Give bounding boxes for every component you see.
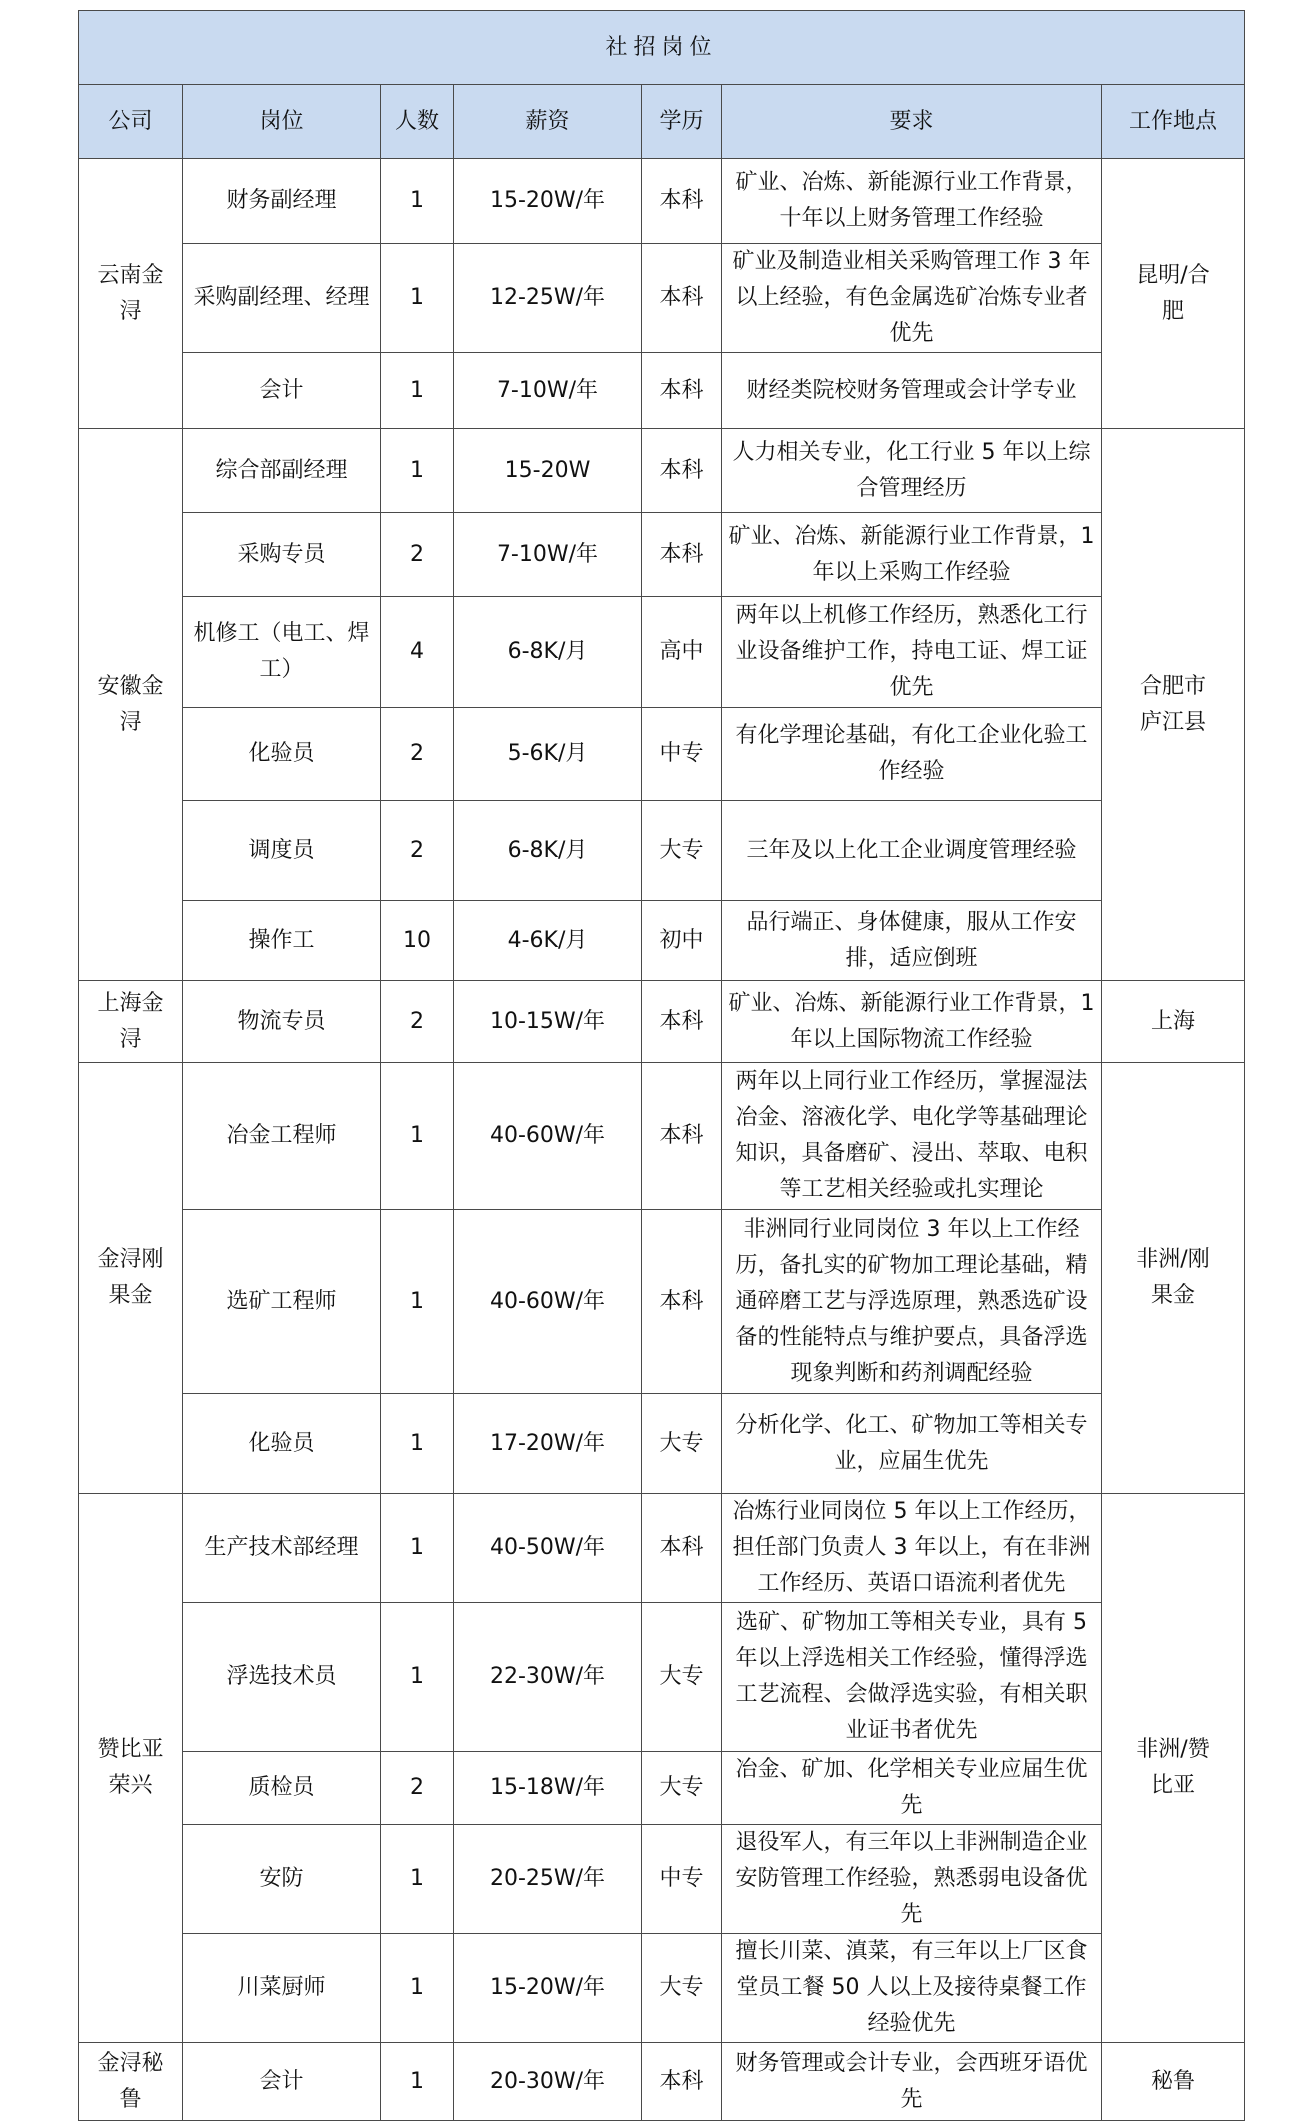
requirements-cell: 两年以上机修工作经历，熟悉化工行业设备维护工作，持电工证、焊工证优先 xyxy=(722,597,1102,708)
education-cell: 高中 xyxy=(642,597,722,708)
header-location: 工作地点 xyxy=(1102,85,1245,159)
position-cell: 采购专员 xyxy=(183,513,381,597)
salary-cell: 40-50W/年 xyxy=(454,1494,642,1603)
salary-cell: 22-30W/年 xyxy=(454,1603,642,1752)
count-cell: 1 xyxy=(381,1394,454,1494)
education-cell: 大专 xyxy=(642,1394,722,1494)
education-cell: 大专 xyxy=(642,1934,722,2043)
table-row xyxy=(79,1934,1245,2043)
work-location-cell: 非洲/赞比亚 xyxy=(1102,1494,1245,2043)
page-title: 社招岗位 xyxy=(79,11,1245,85)
requirements-cell: 三年及以上化工企业调度管理经验 xyxy=(722,801,1102,901)
table-row xyxy=(79,1752,1245,1825)
position-cell: 化验员 xyxy=(183,708,381,801)
count-cell: 1 xyxy=(381,244,454,353)
table-row xyxy=(79,513,1245,597)
count-cell: 2 xyxy=(381,708,454,801)
salary-cell: 17-20W/年 xyxy=(454,1394,642,1494)
company-name-cell: 金浔刚果金 xyxy=(79,1063,183,1494)
requirements-cell: 冶金、矿加、化学相关专业应届生优先 xyxy=(722,1752,1102,1825)
table-row xyxy=(79,353,1245,429)
requirements-cell: 有化学理论基础，有化工企业化验工作经验 xyxy=(722,708,1102,801)
company-name-cell: 云南金浔 xyxy=(79,159,183,429)
salary-cell: 15-20W/年 xyxy=(454,1934,642,2043)
count-cell: 2 xyxy=(381,513,454,597)
job-table-body xyxy=(79,159,1245,2121)
education-cell: 本科 xyxy=(642,981,722,1063)
requirements-cell: 矿业、冶炼、新能源行业工作背景，十年以上财务管理工作经验 xyxy=(722,159,1102,244)
company-name-cell: 安徽金浔 xyxy=(79,429,183,981)
requirements-cell: 擅长川菜、滇菜，有三年以上厂区食堂员工餐 50 人以上及接待桌餐工作经验优先 xyxy=(722,1934,1102,2043)
education-cell: 中专 xyxy=(642,1825,722,1934)
table-row xyxy=(79,1825,1245,1934)
requirements-cell: 财经类院校财务管理或会计学专业 xyxy=(722,353,1102,429)
count-cell: 1 xyxy=(381,2043,454,2121)
count-cell: 10 xyxy=(381,901,454,981)
requirements-cell: 品行端正、身体健康，服从工作安排，适应倒班 xyxy=(722,901,1102,981)
education-cell: 本科 xyxy=(642,513,722,597)
position-cell: 质检员 xyxy=(183,1752,381,1825)
table-row xyxy=(79,1210,1245,1394)
work-location-cell: 上海 xyxy=(1102,981,1245,1063)
requirements-cell: 非洲同行业同岗位 3 年以上工作经历，备扎实的矿物加工理论基础，精通碎磨工艺与浮选原理，熟悉选矿设备的性能特点与维护要点，具备浮选现象判断和药剂调配经验 xyxy=(722,1210,1102,1394)
table-row xyxy=(79,159,1245,244)
header-position: 岗位 xyxy=(183,85,381,159)
table-row xyxy=(79,708,1245,801)
job-table xyxy=(78,10,1245,2121)
position-cell: 会计 xyxy=(183,353,381,429)
work-location-cell: 昆明/合肥 xyxy=(1102,159,1245,429)
requirements-cell: 冶炼行业同岗位 5 年以上工作经历，担任部门负责人 3 年以上，有在非洲工作经历、英语口语流利者优先 xyxy=(722,1494,1102,1603)
table-row xyxy=(79,244,1245,353)
position-cell: 浮选技术员 xyxy=(183,1603,381,1752)
position-cell: 川菜厨师 xyxy=(183,1934,381,2043)
salary-cell: 40-60W/年 xyxy=(454,1210,642,1394)
salary-cell: 6-8K/月 xyxy=(454,597,642,708)
position-cell: 调度员 xyxy=(183,801,381,901)
salary-cell: 15-20W/年 xyxy=(454,159,642,244)
table-row xyxy=(79,981,1245,1063)
requirements-cell: 两年以上同行业工作经历，掌握湿法冶金、溶液化学、电化学等基础理论知识，具备磨矿、浸出、萃取、电积等工艺相关经验或扎实理论 xyxy=(722,1063,1102,1210)
salary-cell: 40-60W/年 xyxy=(454,1063,642,1210)
table-row xyxy=(79,801,1245,901)
requirements-cell: 退役军人，有三年以上非洲制造企业安防管理工作经验，熟悉弱电设备优先 xyxy=(722,1825,1102,1934)
count-cell: 1 xyxy=(381,1603,454,1752)
work-location-cell: 秘鲁 xyxy=(1102,2043,1245,2121)
count-cell: 1 xyxy=(381,1063,454,1210)
title-row xyxy=(79,11,1245,85)
table-row xyxy=(79,901,1245,981)
header-salary: 薪资 xyxy=(454,85,642,159)
requirements-cell: 矿业及制造业相关采购管理工作 3 年以上经验，有色金属选矿冶炼专业者优先 xyxy=(722,244,1102,353)
position-cell: 操作工 xyxy=(183,901,381,981)
position-cell: 生产技术部经理 xyxy=(183,1494,381,1603)
position-cell: 采购副经理、经理 xyxy=(183,244,381,353)
table-row xyxy=(79,1063,1245,1210)
salary-cell: 10-15W/年 xyxy=(454,981,642,1063)
count-cell: 1 xyxy=(381,1825,454,1934)
header-requirements: 要求 xyxy=(722,85,1102,159)
education-cell: 本科 xyxy=(642,353,722,429)
table-row xyxy=(79,1394,1245,1494)
count-cell: 1 xyxy=(381,1934,454,2043)
table-row xyxy=(79,1603,1245,1752)
requirements-cell: 选矿、矿物加工等相关专业，具有 5 年以上浮选相关工作经验，懂得浮选工艺流程、会做浮选实验，有相关职业证书者优先 xyxy=(722,1603,1102,1752)
salary-cell: 7-10W/年 xyxy=(454,513,642,597)
salary-cell: 5-6K/月 xyxy=(454,708,642,801)
count-cell: 1 xyxy=(381,353,454,429)
count-cell: 1 xyxy=(381,1494,454,1603)
table-row xyxy=(79,429,1245,513)
education-cell: 大专 xyxy=(642,1603,722,1752)
work-location-cell: 合肥市庐江县 xyxy=(1102,429,1245,981)
header-row xyxy=(79,85,1245,159)
position-cell: 化验员 xyxy=(183,1394,381,1494)
count-cell: 2 xyxy=(381,801,454,901)
requirements-cell: 矿业、冶炼、新能源行业工作背景，1 年以上采购工作经验 xyxy=(722,513,1102,597)
education-cell: 初中 xyxy=(642,901,722,981)
position-cell: 综合部副经理 xyxy=(183,429,381,513)
education-cell: 大专 xyxy=(642,801,722,901)
position-cell: 物流专员 xyxy=(183,981,381,1063)
salary-cell: 6-8K/月 xyxy=(454,801,642,901)
education-cell: 本科 xyxy=(642,1494,722,1603)
company-name-cell: 金浔秘鲁 xyxy=(79,2043,183,2121)
count-cell: 1 xyxy=(381,1210,454,1394)
education-cell: 本科 xyxy=(642,429,722,513)
header-education: 学历 xyxy=(642,85,722,159)
count-cell: 1 xyxy=(381,159,454,244)
salary-cell: 20-30W/年 xyxy=(454,2043,642,2121)
education-cell: 大专 xyxy=(642,1752,722,1825)
requirements-cell: 财务管理或会计专业，会西班牙语优先 xyxy=(722,2043,1102,2121)
requirements-cell: 人力相关专业，化工行业 5 年以上综合管理经历 xyxy=(722,429,1102,513)
header-count: 人数 xyxy=(381,85,454,159)
count-cell: 4 xyxy=(381,597,454,708)
salary-cell: 20-25W/年 xyxy=(454,1825,642,1934)
company-name-cell: 上海金浔 xyxy=(79,981,183,1063)
count-cell: 1 xyxy=(381,429,454,513)
position-cell: 财务副经理 xyxy=(183,159,381,244)
count-cell: 2 xyxy=(381,1752,454,1825)
position-cell: 冶金工程师 xyxy=(183,1063,381,1210)
salary-cell: 15-20W xyxy=(454,429,642,513)
requirements-cell: 矿业、冶炼、新能源行业工作背景，1 年以上国际物流工作经验 xyxy=(722,981,1102,1063)
count-cell: 2 xyxy=(381,981,454,1063)
position-cell: 选矿工程师 xyxy=(183,1210,381,1394)
company-name-cell: 赞比亚荣兴 xyxy=(79,1494,183,2043)
requirements-cell: 分析化学、化工、矿物加工等相关专业，应届生优先 xyxy=(722,1394,1102,1494)
table-row xyxy=(79,1494,1245,1603)
education-cell: 本科 xyxy=(642,1210,722,1394)
salary-cell: 12-25W/年 xyxy=(454,244,642,353)
salary-cell: 15-18W/年 xyxy=(454,1752,642,1825)
education-cell: 本科 xyxy=(642,159,722,244)
table-row xyxy=(79,597,1245,708)
position-cell: 安防 xyxy=(183,1825,381,1934)
education-cell: 本科 xyxy=(642,244,722,353)
education-cell: 本科 xyxy=(642,1063,722,1210)
salary-cell: 4-6K/月 xyxy=(454,901,642,981)
table-row xyxy=(79,2043,1245,2121)
education-cell: 中专 xyxy=(642,708,722,801)
education-cell: 本科 xyxy=(642,2043,722,2121)
salary-cell: 7-10W/年 xyxy=(454,353,642,429)
position-cell: 会计 xyxy=(183,2043,381,2121)
position-cell: 机修工（电工、焊工） xyxy=(183,597,381,708)
header-company: 公司 xyxy=(79,85,183,159)
work-location-cell: 非洲/刚果金 xyxy=(1102,1063,1245,1494)
